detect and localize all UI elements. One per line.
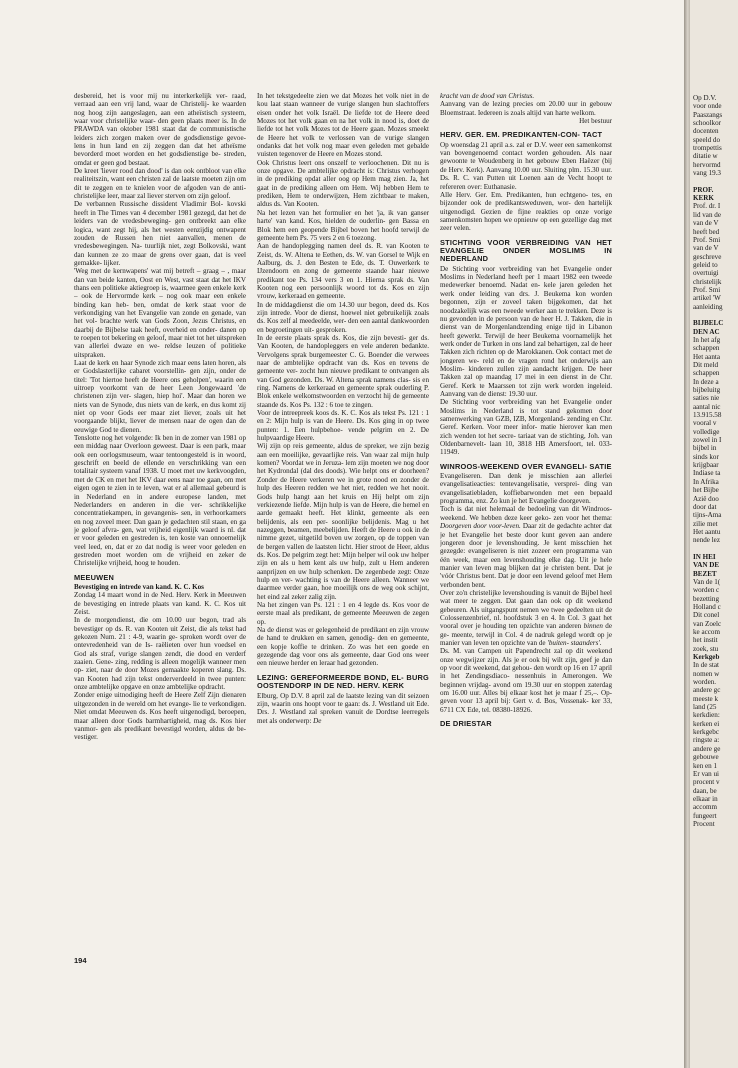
line: vang 19.3 — [693, 169, 721, 178]
line: Prof. Smi — [693, 235, 721, 244]
line: schoolkor — [693, 119, 721, 128]
line: accomm — [693, 803, 718, 812]
article-paragraph: Wij zijn op reis gemeente, aldus de spreker, we zijn bezig aan een moeilijke, gevaarlijke reis. Van waar zal mijn hulp komen? Voordat we in Jeruza- lem zijn moeten we nog door het Kydrondal (dal des doods). Wie helpt ons er doorheen? Zonder de Heere verkeren we in grote nood en zonder de hulp des Heeren redden we het niet, redden we het nooit. Gods hulp hangt aan het kruis en Hij helpt om zijn verkiezende liefde. Mijn hulp is van de Heere, die hemel en aarde gemaakt heeft. Het klinkt, gemeente als een belijdenis, als een per- soonlijke belijdenis. Mag u het nazeggen, beamen, meebelijden. Heeft de Heere u ook in de nimme gezet, uitgetild boven uw zorgen, op de toppen van de bergen vallen de laatsten licht. Hier stroot de Heer, aldus ds. Kos. De pelgrim zegt het: Mijn helper wil ook uw helper zijn en als u hem kent als uw hulp, zult u Hem anderen aanprijzen en uw hulp schenken. De zegenbede zegt: Onze hulp en ver- wachting is van de Heere alleen. Wanneer we daarmee verder gaan, hoe moeilijk ons de weg ook schijnt, het eind zal zeker zalig zijn. — [257, 442, 429, 601]
section-heading-meeuwen: MEEUWEN — [74, 572, 114, 582]
winroos-text: Over zo'n christelijke levenshouding is vanuit de Bijbel heel wat meer te zeggen. Dat gaan dan ook op dit weekend gebeuren. Als uitgangspunt nemen we twee gedeelten uit de Colossenzenbrief, nl. hoofdstuk 3 en 4. In Col. 3 gaat het vooral over je houding ten opzichte van anderen — [440, 588, 612, 631]
line: worden. — [693, 678, 717, 687]
article-paragraph: Na het zingen van Ps. 121 : 1 en 4 legde ds. Kos voor de eerste maal als predikant, de gemeente Meeuwen de zegen op. — [257, 600, 429, 626]
line-heading: VAN DE — [693, 561, 720, 570]
article-paragraph: Evangeliseren. Dan denk je misschien aan allerlei evangelisatieacties: tentevangelisatie, versprei- ding van evangelisatiebladen, koffiebarwonden met een bepaald programma, enz. Zo kun je het Evangelie doorgeven. — [440, 472, 612, 506]
line: zoek, stu — [693, 644, 719, 653]
line: andere gc — [693, 686, 721, 695]
article-paragraph: desbereid, het is voor mij nu interkerkelijk ver- raad, verraad aan een vrij land, waar de Christelij- ke waarden nog hoog zijn aangeslagen, aan een atheïstisch systeem, waar voor christelijke waar- den geen plaats meer is. In de PRAWDA van oktober 1981 staat dat de communistische leiders zich zorgen maken over de godsdienstige gevoe- lens in hun land en zij zeggen dan dat het atheïsme bevorderd moet worden en het godsdienstige be- streden, omdat er geen god bestaat. — [74, 92, 246, 167]
line: Dit conel — [693, 611, 720, 620]
article-paragraph — [440, 589, 612, 647]
line: lid van de — [693, 210, 721, 219]
line: voor onde — [693, 102, 722, 111]
lezing-text-italic: De — [313, 716, 322, 725]
line: zilie met — [693, 519, 718, 528]
line: geleid to — [693, 260, 718, 269]
line-heading: PROF. — [693, 185, 714, 194]
signature: Het bestuur — [579, 117, 612, 126]
line-heading: DEN AC — [693, 327, 720, 336]
line: het Bijbe — [693, 486, 719, 495]
winroos-text: de ge- meente, terwijl in Col. 4 de nadruk gelegd wordt op je manier van leven ten opzichte van de — [440, 622, 612, 647]
article-paragraph: In de morgendienst, die om 10.00 uur begon, trad als bevestiger op ds. R. van Kooten uit Zeist, die als tekst had gekozen Num. 21 : 4-9, waarin ge- sproken wordt over de ontevredenheid van de Is- raëlieten over hun voedsel en God als straf, vurige slangen zendt, die dood en verderf zaaien. Gene- zing, redding is alleen mogelijk wanneer men op- ziet, naar de door Mozes gemaakte koperen slang. Ds. van Kooten had zijn tekst onderverdeeld in twee punten: onze ambtelijke opgave en onze ambtelijke opdracht. — [74, 616, 246, 692]
line: van Zoelc — [693, 619, 722, 628]
line-heading: IN HEI — [693, 552, 716, 561]
winroos-italic: binnen — [583, 622, 603, 631]
article-paragraph: De kreet 'liever rood dan dood' is dan ook ontbloot van elke realiteitszin, want een christen zal de laatste moeten zijn om dit te zeggen en te knielen voor de afgoden van de anti-christelijke leer, maar zal liever sterven om zijn geloof. — [74, 167, 246, 201]
line: geschreve — [693, 252, 722, 261]
section-heading-lezing: LEZING: GEREFORMEERDE BOND, EL- BURG OOSTENDORP IN DE NED. HERV. KERK — [257, 672, 429, 691]
line: speeld do — [693, 135, 720, 144]
line: procent v — [693, 778, 720, 787]
line: Prof. Smi — [693, 285, 721, 294]
line-heading: BEZET — [693, 569, 717, 578]
article-paragraph: 'Weg met de kernwapens' wat mij betreft – graag – , maar dan van beide kanten, Oost en West, vast staat dat het IKV thans een politieke aktiegroep is, waarmee geen enkele kerk – ook de Hervormde kerk – nog ook maar een enkele binding kan heb- ben, omdat de kerk staat voor de verkondiging van het Evangelie van zonde en genade, van het vol- brachte werk van Gods Zoon, Jezus Christus, en daarbij de Bijbelse taak heeft, overheid en onder- danen op te roepen tot bekering en geloof, maar niet tot het uitspreken van allerlei dwaze en we- reldse leuzen of politieke uitspraken. — [74, 267, 246, 359]
line: Het aanta — [693, 352, 720, 361]
line: land (25 — [693, 703, 717, 712]
line: Procent — [693, 819, 715, 828]
article-paragraph: Aanvang van de lezing precies om 20.00 uur in gebouw Bloemstraat. Iedereen is zoals altijd van harte welkom. — [440, 100, 612, 117]
column-2 — [257, 92, 429, 954]
winroos-theme: Doorgeven door voor-leven. — [440, 522, 521, 531]
line: docenten — [693, 127, 719, 136]
article-paragraph — [257, 692, 429, 725]
line: trompettis — [693, 144, 722, 153]
line: artikel 'W — [693, 294, 721, 303]
line: kerken ei — [693, 719, 720, 728]
line: heeft bed — [693, 227, 720, 236]
section-subheading: Bevestiging en intrede van kand. K. C. Kos — [74, 583, 204, 591]
line: In Afrika — [693, 477, 719, 486]
line: kerkgebc — [693, 728, 719, 737]
line: nomen w — [693, 669, 720, 678]
line: ringste a: — [693, 736, 720, 745]
section-heading-herv: HERV. GER. EM. PREDIKANTEN-CON- TACT — [440, 130, 603, 140]
line: ke accom — [693, 628, 720, 636]
winroos-text: Toch is dat niet helemaal de bedoeling van dit Windroos- weekend. We hebben deze keer geko- zen voor het thema: — [440, 505, 612, 522]
line: 13.915.58 — [693, 411, 722, 420]
line: elkaar in — [693, 794, 718, 803]
article-paragraph: Aan de handoplegging namen deel ds. R. van Kooten te Zeist, ds. W. Altena te Eethen, ds. W. van Gorsel te Wijk en Aalburg, ds. J. den Besten te Ede, ds. T. Ouwerkerk te IJzendoorn en zong de gemeente staande haar nieuwe predikant toe Ps. 134 vers 3 en 1. Hierna sprak ds. Van Kooten nog een persoonlijk woord tot ds. Kos en zijn vrouw, kerkeraad en gemeente. — [257, 242, 429, 301]
line: hervormd — [693, 160, 721, 169]
line: Holland c — [693, 602, 721, 611]
line: van de V — [693, 244, 719, 253]
line-heading: KERK — [693, 194, 714, 203]
line: bezetting — [693, 594, 719, 603]
line: aanleiding — [693, 302, 723, 311]
line: van de V — [693, 219, 719, 228]
article-paragraph: Ook Christus leert ons onszelf te verloochenen. Dit nu is onze opgave. De ambtelijke opdracht is: Christus verhogen in de prediking opdat aller oog op Hem mag zien. Ja, het gaat in de prediking alleen om Hem. Wij hebben Hem te prediken, Hem te onderwijzen, Hem zichtbaar te maken, aldus ds. Van Kooten. — [257, 158, 429, 209]
article-paragraph: Na het lezen van het formulier en het 'ja, ik van ganser harte' van kand. Kos, hielden de ouderlin- gen Bassa en Blok hem een geopende Bijbel boven het hoofd terwijl de gemeente hem Ps. 75 vers 2 en 6 toezong. — [257, 208, 429, 242]
article-paragraph: Op woensdag 21 april a.s. zal er D.V. weer een samenkomst van bovengenoemd contact worden gehouden. Als naar gewoonte te Woudenberg in het gebouw Eben Haëzer (bij de Herv. Kerk). Aanvang 10.00 uur. Sluiting plm. 15.30 uur. Ds. R. C. van Putten uit Loenen aan de Vecht hoopt te refereren over: Euthanasie. — [440, 140, 612, 191]
continued-italic: kracht van de dood van Christus. — [440, 92, 535, 100]
winroos-text: Daar zit de gedachte achter dat je het Evangelie het beste door kunt geven aan andere jongeren door je levenshouding. Je kent misschien het gezegde: evangeliseren is niet zozeer een programma van één week, maar een levenshouding elke dag. Uit je hele manier van leven mag blijken dat je christen bent. Dat je 'vóór Christus bent. Dat je door een levend geloof met Hem verbonden bent. — [440, 522, 612, 589]
line: het instit — [693, 636, 718, 645]
line: Het aantu — [693, 527, 721, 536]
line: volledige — [693, 427, 720, 436]
section-heading-driestar: DE DRIESTAR — [440, 719, 492, 729]
line — [693, 177, 737, 185]
article-paragraph: Tenslotte nog het volgende: Ik ben in de zomer van 1981 op een middag naar Overloon geweest. Daar is een park, maar ook een oorlogsmuseum, waar tentoongesteld is in woord, geschrift en beeld de ellende en verschrikking van een totalitair systeem vanaf 1938. U moet met uw kerkvoogden, met de CK en met het IKV daar eens naar toe gaan, om met eigen ogen te zien in te leven, wat er al allemaal gebeurd is in Nederland en in andere europese landen, met Nederlanders en anderen in die ver- schrikkelijke concentratiekampen, in gevangenis- sen, in verhoorkamers en nog zoveel meer. Dan gaan je gedachten stil staan, en ga je geloof afvra- gen, wat vrijheid eigenlijk waard is nl. dat er voor geleden en gestreden is, ten koste van onnoemelijk veel leed, en, dat er zo dat nodig is weer voor geleden en gestreden moet worden om de vrijheid en zeker de Christelijke vrijheid, hoog te houden. — [74, 434, 246, 568]
article-paragraph: In de middagdienst die om 14.30 uur begon, deed ds. Kos zijn intrede. Voor de dienst, hoewel niet gebruikelijk zoals ds. Kos zelf al meedeelde, wer- den een aantal dankwoorden en begroetingen uit- gesproken. — [257, 300, 429, 334]
line: Er van ui — [693, 769, 720, 778]
article-paragraph: In het tekstgedeelte zien we dat Mozes het volk niet in de kou laat staan wanneer de vurige slangen hun slachtoffers eisen onder het volk Israël. De liefde tot de Heere deed Mozes tot het volk gaan en na het volk in nood is, doet de liefde tot het volk Mozes tot de Heere gaan. Mozes smeekt de Heere het volk te verlossen van de vurige slangen ondanks dat het volk nog maar even geleden met gebalde vuisten tegenover de Heere en Mozes stond. — [257, 92, 429, 159]
article-paragraph: Alle Herv. Ger. Em. Predikanten, hun echtgeno- tes, en bijzonder ook de predikantsweduwen, wor- den hartelijk uitgenodigd. Gezien de fijne reakties op onze vorige samenkomsten hopen we opnieuw op een gezellige dag met zeer velen. — [440, 190, 612, 233]
line: Paaszangs — [693, 110, 723, 119]
line: schappen — [693, 369, 720, 378]
section-heading-stichting: STICHTING VOOR VERBREIDING VAN HET EVANGELIE ONDER MOSLIMS IN NEDERLAND — [440, 237, 612, 264]
line: fungeert — [693, 811, 717, 820]
line-heading: BIJBELC — [693, 319, 724, 328]
line: In de stat — [693, 661, 720, 670]
line: schappen — [693, 344, 720, 353]
article-paragraph: De verbannen Russische dissident Vladimir Bol- kovski heeft in The Times van 4 december 1981 gezegd, dat het de leiders van de vredesbeweging- gen ontbreekt aan elke logica, want zegt hij, als het westen eenzijdig ontwapent zouden de Russen hen niet aanvallen, menen de vredesbewegingen. Na- tuurlijk niet, zegt Bolkovski, want dan kunnen ze zo maar de grens over gaan, dat is veel gemakke- lijker. — [74, 200, 246, 267]
line: Op D.V. — [693, 94, 717, 102]
line: vooral v — [693, 419, 717, 428]
line: door dat — [693, 502, 717, 511]
article-paragraph: Zonder enige uitnodiging heeft de Heere Zelf Zijn dienaren uitgezonden in de wereld om het evange- lie te verkondigen. Niet omdat Meeuwen ds. Kos heeft uitgenodigd, beroepen, maar alleen door Gods barmhartigheid, mag ds. Kos hier vanmor- gen als predikant bevestigd worden, aldus de be- vestiger. — [74, 691, 246, 742]
line: Aziё doo — [693, 494, 719, 503]
next-page-edge — [690, 0, 738, 1068]
line: overtuigi — [693, 269, 719, 278]
line: ditatie w — [693, 152, 718, 161]
column-1 — [74, 92, 246, 954]
article-paragraph: Ds. M. van Campen uit Papendrecht zal op dit weekend onze wegwijzer zijn. Als je er ook bij wilt zijn, geef je dan op voor dit weekend, dat gehou- den wordt op 16 en 17 april in het Zendingsdiaco- nessenhuis in Amerongen. We beginnen vrijdag- avond om 19.30 uur en stoppen zaterdag om 16.00 uur. Alles bij elkaar kost het je maar f 25,–. Op- geven voor 13 april bij: Gert v. d. Bos, Vossenak- ker 33, 6711 CX Ede, tel. 08380-18926. — [440, 647, 612, 714]
line: tijns-Ama — [693, 511, 722, 520]
article-paragraph: Voor de intreepreek koos ds. K. C. Kos als tekst Ps. 121 : 1 en 2: Mijn hulp is van de Heere. Ds. Kos ging in op twee punten: 1. Een hulpbehoe- vende pelgrim en 2. De hulpvaardige Heere. — [257, 409, 429, 443]
line: daan, be — [693, 786, 717, 795]
column-4-cut — [693, 94, 737, 974]
line: kerkdien: — [693, 711, 720, 720]
article-paragraph: Zondag 14 maart wond in de Ned. Herv. Kerk in Meeuwen de bevestiging en intrede plaats van kand. K. C. Kos uit Zeist. — [74, 591, 246, 617]
article-paragraph: In de eerste plaats sprak ds. Kos, die zijn bevesti- ger ds. Van Kooten, de handopleggers en vele anderen bedankte. Vervolgens sprak burgemeester C. G. Boender die verwees naar de ambtelijke opdracht van ds. Kos en tevens de gemeente ver- zocht hun nieuwe predikant te ontvangen als van God gezonden. Ds. W. Altena sprak namens clas- sis en ring. Namens de kerkeraad en gemeente sprak ouderling P. Blok enkele welkomstwoorden en verzocht hij de gemeente staande ds. Kos Ps. 132 : 6 toe te zingen. — [257, 333, 429, 409]
line: saties nie — [693, 394, 720, 403]
line: meeste k — [693, 694, 719, 703]
line: zowel in I — [693, 436, 722, 445]
line: Dit meld — [693, 361, 719, 369]
line-heading: Kerkgeb — [693, 653, 720, 662]
line: nende lez — [693, 536, 720, 545]
line: gebouwe — [693, 753, 719, 762]
article-paragraph: Na de dienst was er gelegenheid de predikant en zijn vrouw de hand te drukken en samen, genodig- den en gemeente, een kopje koffie te drinken. Zo was het een goede en gezegende dag voor ons als gemeente, daar God ons weer een nieuwe herder en leraar had gezonden. — [257, 626, 429, 668]
page-number: 194 — [74, 956, 87, 965]
line: Prof. dr. I — [693, 202, 721, 211]
line: aantal nic — [693, 402, 721, 411]
line: In het afg — [693, 335, 721, 344]
lezing-text: Elburg, Op D.V. 8 april zal de laatste lezing van dit seizoen zijn, waarin ons hoopt voor te gaan: ds. J. Westland uit Ede. Drs. J. Westland zal spreken vanuit de Dordtse leerregels met als onderwerp: — [257, 691, 429, 725]
line: bijbel in — [693, 444, 717, 453]
line: Indiase ta — [693, 469, 721, 478]
line: sinds kor — [693, 452, 719, 461]
winroos-italic: 'buiten- staanders'. — [547, 638, 602, 647]
line: Van de 1( — [693, 577, 721, 586]
line — [693, 311, 737, 319]
article-paragraph: De Stichting voor verbreiding van het Evangelie onder Moslims in Nederland is tot stand gekomen door samenwerking van GZB, IZB, Morgenland- zending en Chr. Geref. Kerken. Voor meer infor- matie hierover kan men zich wenden tot het secre- tariaat van de stichting, Joh. van Oldenbarnevelt- laan 10, 3818 HB Amersfoort, tel. 033-11949. — [440, 398, 612, 457]
column-3 — [440, 92, 612, 954]
article-paragraph: De Stichting voor verbreiding van het Evangelie onder Moslims in Nederland heeft per 1 maart 1982 een tweede medewerker benoemd. Nadat en- kele jaren geleden het werk onder leiding van drs. J. Beukema kon worden begonnen, zijn er zoveel taken bijgekomen, dat het noodzakelijk was een tweede werker aan te trekken. Deze is nu gevonden in de persoon van de heer H. J. Takken, die in dienst van de Morgenlandzending enige tijd in Libanon heeft gewerkt. Terwijl de heer Beukema voornamelijk het werk onder de Turken in ons land zal behartigen, zal de heer Takken zich richten op de Marokkanen. Ook contact met de jongeren we- reld en de vragen rond het onderwijs aan Moslim- kinderen zullen zijn aandacht krijgen. De heer Takken zal op maandag 17 mei in een dienst in de Chr. Geref. Kerk te Maarssen tot zijn werk worden ingeleid. Aanvang van de dienst: 19.30 uur. — [440, 264, 612, 398]
line: In deze a — [693, 377, 719, 386]
line: andere ge — [693, 744, 721, 753]
line — [693, 545, 737, 553]
line: ken en 1 — [693, 761, 718, 770]
article-paragraph: Laat de kerk en haar Synode zich maar eens laten horen, als er Godslasterlijke cabaret voorstellin- gen zijn, onder de titel: 'Tot hiertoe heeft de Heere ons geholpen', waarin een uitroep voorkomt van de heer Leen Jongewaard 'de christenen zijn ver- slagen, hiep hoi'. Maar dan horen we niets van de Synode, dus niets van de kerk, en dus komt zij niet op voor Gods eer maar ziet liever, zoals uit het voorgaande blijkt, liever de mensen naar de ogen dan de eeuwige God te dienen. — [74, 359, 246, 434]
line: christelijk — [693, 277, 722, 286]
line: worden c — [693, 586, 720, 595]
article-paragraph — [440, 505, 612, 588]
line: bijbeluitg — [693, 386, 721, 395]
line: krijgbaar — [693, 461, 719, 470]
section-heading-winroos: WINROOS-WEEKEND OVER EVANGELI- SATIE — [440, 461, 612, 471]
